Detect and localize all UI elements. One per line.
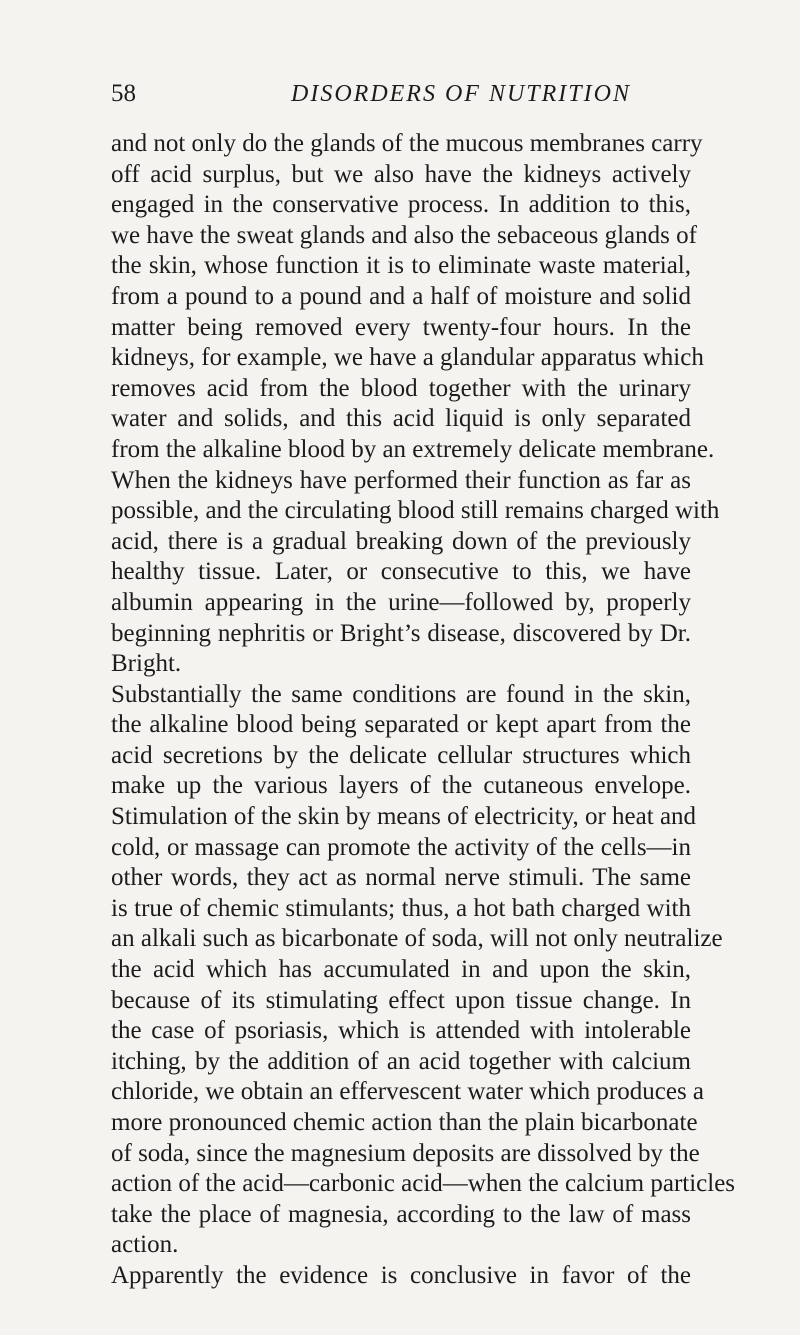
text-line: Bright. xyxy=(111,650,182,678)
text-line: from the alkaline blood by an extremely delicate membrane. xyxy=(111,435,715,463)
text-line: acid, there is a gradual breaking down of the previously xyxy=(111,527,691,555)
text-line: beginning nephritis or Bright’s disease, discovered by Dr. xyxy=(111,619,691,647)
text-line: healthy tissue. Later, or consecutive to this, we have xyxy=(111,558,691,586)
text-line: When the kidneys have performed their function as far as xyxy=(111,466,691,494)
text-line: kidneys, for example, we have a glandular apparatus which xyxy=(111,344,704,372)
text-line: because of its stimulating effect upon tissue change. In xyxy=(111,986,691,1014)
text-line: albumin appearing in the urine—followed by, properly xyxy=(111,588,691,616)
text-line: and not only do the glands of the mucous membranes carry xyxy=(111,130,703,157)
text-line: we have the sweat glands and also the sebaceous glands of xyxy=(111,221,697,249)
text-line: removes acid from the blood together with the urinary xyxy=(111,374,691,402)
text-line: Substantially the same conditions are found in the skin, xyxy=(111,680,691,708)
text-line: acid secretions by the delicate cellular structures which xyxy=(111,741,691,769)
text-line: cold, or massage can promote the activity of the cells—in xyxy=(111,833,691,861)
text-line: action. xyxy=(111,1231,179,1259)
page-number: 58 xyxy=(111,80,136,107)
text-line: the case of psoriasis, which is attended with intolerable xyxy=(111,1017,691,1045)
text-line: from a pound to a pound and a half of moisture and solid xyxy=(111,282,691,310)
text-line: more pronounced chemic action than the plain bicarbonate xyxy=(111,1109,698,1136)
text-line: an alkali such as bicarbonate of soda, will not only neutralize xyxy=(111,925,723,953)
text-line: possible, and the circulating blood still remains charged with xyxy=(111,497,720,525)
text-line: the acid which has accumulated in and upon the skin, xyxy=(111,956,691,984)
text-line: of soda, since the magnesium deposits are dissolved by the xyxy=(111,1139,700,1167)
text-line: other words, they act as normal nerve stimuli. The same xyxy=(111,864,691,892)
text-line: chloride, we obtain an effervescent water which produces a xyxy=(111,1078,705,1106)
text-line: the skin, whose function it is to eliminate waste material, xyxy=(111,252,691,280)
text-line: water and solids, and this acid liquid is only separated xyxy=(111,405,691,433)
body-text xyxy=(111,129,736,1292)
text-line: make up the various layers of the cutaneous envelope. xyxy=(111,772,691,800)
text-line: is true of chemic stimulants; thus, a hot bath charged with xyxy=(111,894,691,922)
running-head: DISORDERS OF NUTRITION xyxy=(291,81,631,107)
text-line: itching, by the addition of an acid together with calcium xyxy=(111,1047,691,1075)
text-line: Stimulation of the skin by means of electricity, or heat and xyxy=(111,803,697,831)
text-line: matter being removed every twenty-four hours. In the xyxy=(111,313,691,341)
text-line: off acid surplus, but we also have the kidneys actively xyxy=(111,160,691,188)
text-line: take the place of magnesia, according to the law of mass xyxy=(111,1200,691,1228)
text-line: engaged in the conservative process. In addition to this, xyxy=(111,191,691,219)
text-line: Apparently the evidence is conclusive in favor of the xyxy=(111,1261,691,1289)
text-line: action of the acid—carbonic acid—when the calcium particles xyxy=(111,1170,736,1198)
page-header xyxy=(111,78,691,110)
text-line: the alkaline blood being separated or kept apart from the xyxy=(111,711,691,739)
